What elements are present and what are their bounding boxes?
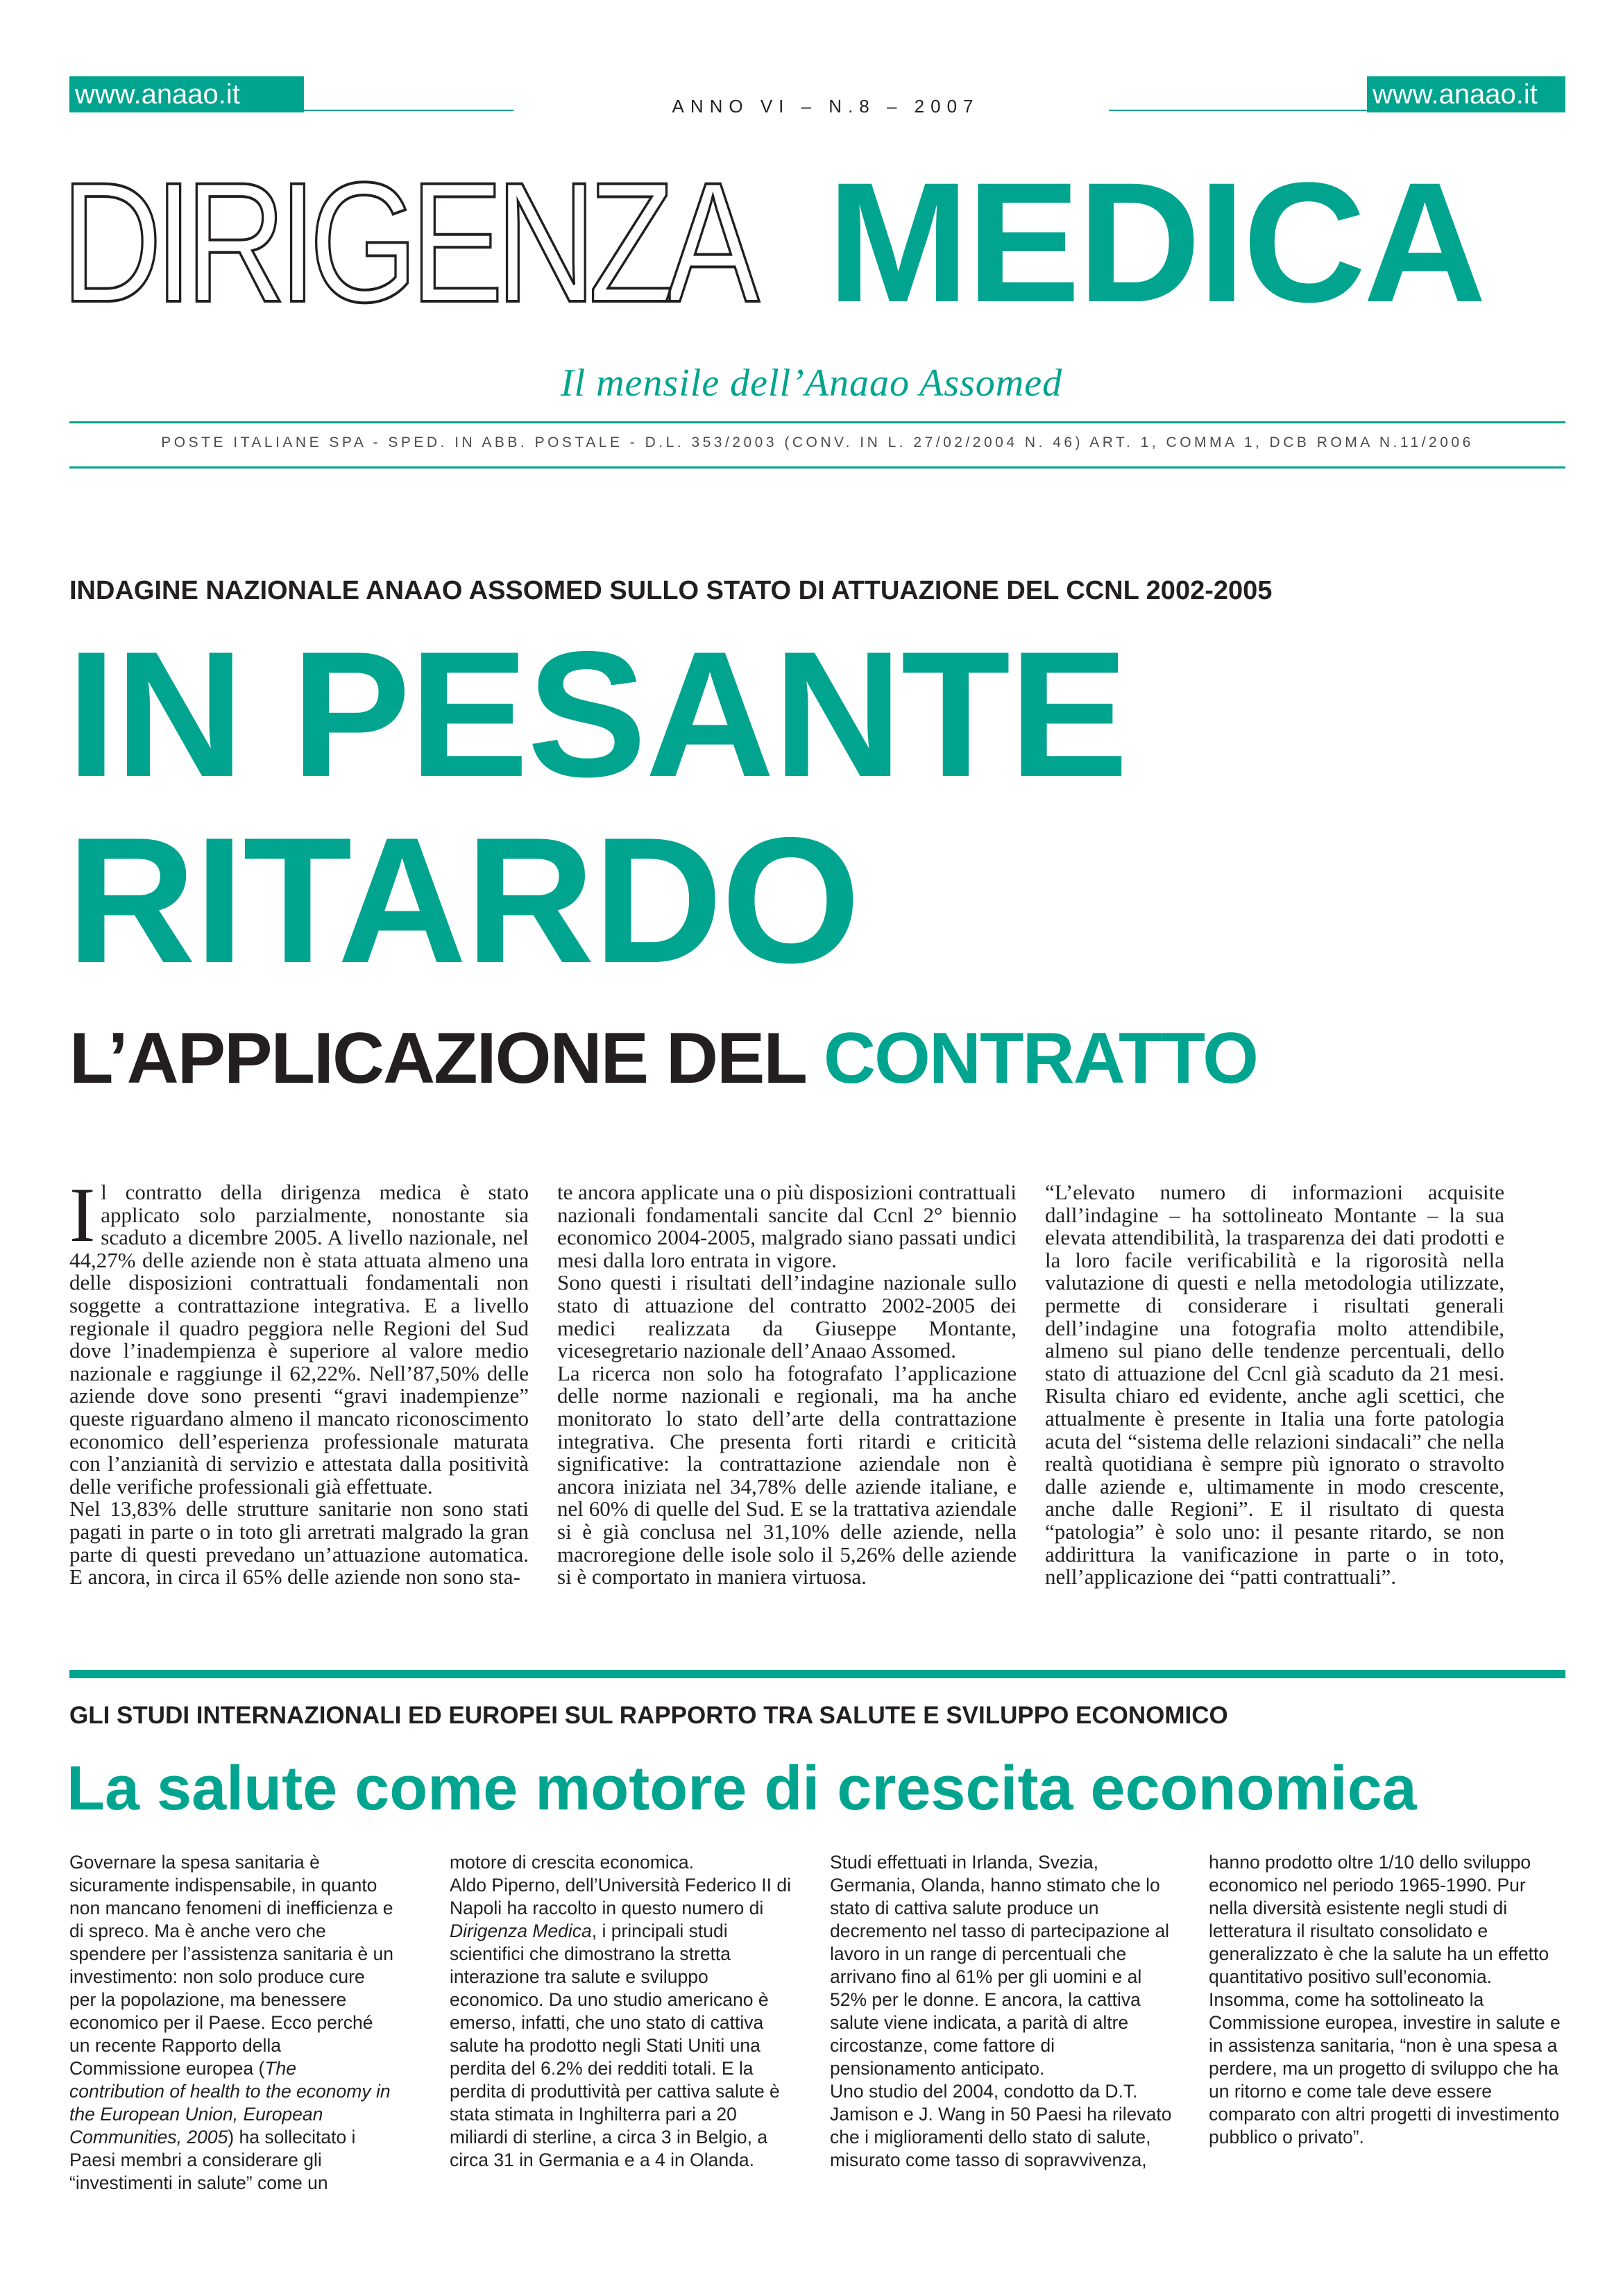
second-col1-text-a: Governare la spesa sanitaria è sicuramente indispensabile, in quanto non mancano fenomeni di inefficienza e di spreco. Ma è anche vero che spendere per l’assistenza sanitaria è un investimento: non solo produce cure per la popolazione, ma benessere economico per il Paese. Ecco perché un recente Rapporto della Commissione europea ( (69, 1852, 393, 2079)
lead-subhead-accent: CONTRATTO (823, 1018, 1258, 1099)
logo-outline-word: DIRIGENZA (61, 147, 752, 338)
site-url-left[interactable]: www.anaao.it (69, 76, 304, 112)
lead-column-2 (557, 1181, 1017, 1589)
newspaper-tagline: Il mensile dell’Anaao Assomed (560, 362, 1063, 405)
second-col1-paragraph (69, 1851, 396, 2195)
publication-name: Dirigenza Medica (450, 1921, 592, 1941)
second-kicker: GLI STUDI INTERNAZIONALI ED EUROPEI SUL RAPPORTO TRA SALUTE E SVILUPPO ECONOMICO (69, 1702, 1228, 1729)
postal-rule-top (69, 421, 1565, 423)
lead-col2-paragraph-2: Sono questi i risultati dell’indagine nazionale sullo stato di attuazione del contratto 2002-2005 dei medici realizzata da Giuseppe Montante, vicesegretario nazionale dell’Anaao Assomed. (557, 1270, 1017, 1363)
section-divider (69, 1670, 1565, 1678)
second-col2-text-b: , i principali studi scientifici che dimostrano la stretta interazione tra salute e sviluppo economico. Da uno studio americano è emerso, infatti, che uno stato di cattiva salute ha prodotto negli Stati Uniti una perdita del 6.2% dei redditi totali. E la perdita di produttività per cattiva salute è stata stimata in Inghilterra pari a 20 miliardi di sterline, a circa 3 in Belgio, a circa 31 in Germania e a 4 in Olanda. (450, 1921, 780, 2170)
lead-col1-paragraph-2: Nel 13,83% delle strutture sanitarie non sono stati pagati in parte o in toto gli arretrati malgrado la gran parte di questi prevedano un’attuazione automatica. E ancora, in circa il 65% delle aziende non sono sta- (69, 1496, 529, 1589)
lead-col1-paragraph-1: l contratto della dirigenza medica è stato applicato solo parzialmente, nonostante sia scaduto a dicembre 2005. A livello nazionale, nel 44,27% delle aziende non è stata attuata almeno una delle disposizioni contrattuali fondamentali non soggette a contrattazione integrativa. E a livello regionale il quadro peggiora nelle Regioni del Sud dove l’inadempienza è superiore al valore medio nazionale e raggiunge il 62,22%. Nell’87,50% delle aziende dove sono presenti “gravi inadempienze” queste riguardano almeno il mancato riconoscimento economico dell’esperienza professionale maturata con l’anzianità di servizio e attestata dalla positività delle verifiche professionali già effettuate. (69, 1180, 529, 1499)
lead-headline (67, 614, 1593, 1000)
drop-cap: I (69, 1172, 96, 1258)
lead-column-3 (1045, 1181, 1504, 1589)
lead-kicker: INDAGINE NAZIONALE ANAAO ASSOMED SULLO STATO DI ATTUAZIONE DEL CCNL 2002-2005 (69, 576, 1273, 605)
second-column-2 (450, 1851, 797, 2172)
second-column-1 (69, 1851, 396, 2195)
second-col4-paragraph-2: Insomma, come ha sottolineato la Commissione europea, investire in salute e in assistenza sanitaria, “non è una spesa a perdere, ma un progetto di sviluppo che ha un ritorno e come tale deve essere comparato con altri progetti di investimento pubblico o privato”. (1209, 1989, 1561, 2147)
second-col1-text-b: ) ha sollecitato i Paesi membri a considerare gli “investimenti in salute” come un (69, 2127, 356, 2193)
postal-notice: POSTE ITALIANE SPA - SPED. IN ABB. POSTALE - D.L. 353/2003 (CONV. IN L. 27/02/2004 N. 46) ART. 1, COMMA 1, DCB ROMA N.11/2006 (161, 434, 1474, 450)
lead-subhead (69, 1017, 1257, 1100)
second-column-3 (830, 1851, 1177, 2172)
postal-rule-bottom (69, 466, 1565, 469)
report-title: The contribution of health to the economy in the European Union, European Communities, 2005 (69, 2058, 391, 2147)
second-headline: La salute come motore di crescita economica (67, 1754, 1417, 1823)
lead-col3-paragraph-1: “L’elevato numero di informazioni acquisite dall’indagine – ha sottolineato Montante – la sua elevata attendibilità, la trasparenza dei dati prodotti e la loro facile verificabilità e la rigorosità nella valutazione di questi e nella metodologia utilizzate, permette di considerare i risultati generali dell’indagine una fotografia molto attendibile, almeno sul piano delle tendenze percentuali, dello stato di attuazione del Ccnl già scaduto da 21 mesi. Risulta chiaro ed evidente, anche agli scettici, che attualmente è presente in Italia una forte patologia acuta del “sistema delle relazioni sindacali” che nella realtà quotidiana è sempre più ignorato o stravolto dalle aziende e, ultimamente in modo crescente, anche dalle Regioni”. E il risultato di questa “patologia” è solo uno: il pesante ritardo, se non addirittura la vanificazione in parte o in toto, nell’applicazione dei “patti contrattuali”. (1045, 1180, 1504, 1589)
site-url-right[interactable]: www.anaao.it (1367, 76, 1565, 112)
lead-headline-line2: RITARDO (67, 800, 860, 1000)
newspaper-logo (61, 147, 1581, 338)
second-col3-paragraph-2: Uno studio del 2004, condotto da D.T. Jamison e J. Wang in 50 Paesi ha rilevato che i miglioramenti dello stato di salute, misurato come tasso di sopravvivenza, (830, 2081, 1172, 2170)
lead-col2-paragraph-3: La ricerca non solo ha fotografato l’applicazione delle norme nazionali e regionali, ma ha anche monitorato lo stato dell’arte della contrattazione integrativa. Che presenta forti ritardi e criticità significative: la contrattazione aziendale non è ancora iniziata nel 34,78% delle aziende italiane, e nel 60% di quelle del Sud. E se la trattativa aziendale si è già conclusa nel 31,10% delle aziende, nella macroregione delle isole solo il 5,26% delle aziende si è comportato in maniera virtuosa. (557, 1360, 1017, 1589)
second-col2-paragraph-2 (450, 1874, 797, 2172)
issue-number: ANNO VI – N.8 – 2007 (672, 96, 980, 117)
lead-subhead-dark: L’APPLICAZIONE DEL (69, 1018, 805, 1099)
masthead-rule-left (69, 110, 513, 111)
logo-bold-word: MEDICA (827, 147, 1484, 338)
lead-headline-line1: IN PESANTE (67, 614, 1128, 814)
second-col3-paragraph-1: Studi effettuati in Irlanda, Svezia, Germania, Olanda, hanno stimato che lo stato di cattiva salute produce un decremento nel tasso di partecipazione al lavoro in un range di percentuali che arrivano fino al 61% per gli uomini e al 52% per le donne. E ancora, la cattiva salute viene indicata, a parità di altre circostanze, come fattore di pensionamento anticipato. (830, 1852, 1170, 2079)
second-col2-text-a: Aldo Piperno, dell’Università Federico II di Napoli ha raccolto in questo numero di (450, 1875, 791, 1918)
lead-col2-paragraph-1: te ancora applicate una o più disposizioni contrattuali nazionali fondamentali sancite dal Ccnl 2° biennio economico 2004-2005, malgrado siano passati undici mesi dalla loro entrata in vigore. (557, 1180, 1017, 1272)
second-col2-paragraph-1: motore di crescita economica. (450, 1852, 695, 1873)
second-column-4 (1209, 1851, 1565, 2149)
lead-column-1 (69, 1172, 529, 1589)
second-col4-paragraph-1: hanno prodotto oltre 1/10 dello sviluppo economico nel periodo 1965-1990. Pur nella diversità esistente negli studi di letteratura il risultato consolidato e generalizzato è che la salute ha un effetto quantitativo positivo sull’economia. (1209, 1852, 1549, 1987)
